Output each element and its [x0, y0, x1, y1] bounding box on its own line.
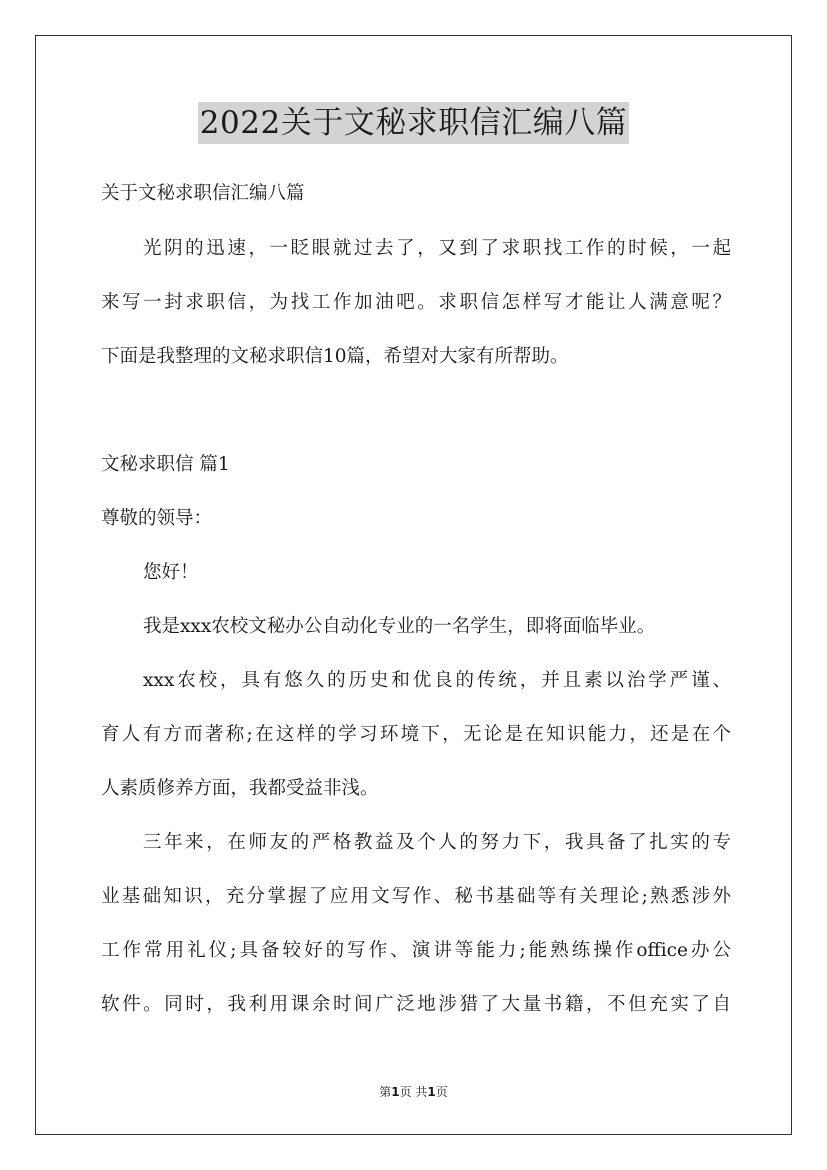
- page-footer: [0, 1084, 827, 1100]
- paragraph-line: 工作常用礼仪;具备较好的写作、演讲等能力;能熟练操作office办公: [101, 940, 731, 961]
- paragraph-line: 业基础知识，充分掌握了应用文写作、秘书基础等有关理论;熟悉涉外: [101, 886, 731, 907]
- paragraph-line: 软件。同时，我利用课余时间广泛地涉猎了大量书籍，不但充实了自: [101, 994, 731, 1015]
- salutation-line: 尊敬的领导：: [101, 508, 213, 529]
- document-title: 2022关于文秘求职信汇编八篇: [198, 102, 629, 144]
- section-heading: 文秘求职信 篇1: [101, 454, 230, 475]
- current-page-number: 1: [391, 1085, 400, 1099]
- paragraph-line: 人素质修养方面，我都受益非浅。: [101, 778, 379, 799]
- paragraph-line: 三年来，在师友的严格教益及个人的努力下，我具备了扎实的专: [143, 832, 731, 853]
- paragraph-line: 光阴的迅速，一眨眼就过去了，又到了求职找工作的时候，一起: [143, 238, 731, 259]
- total-page-number: 1: [427, 1085, 436, 1099]
- paragraph-line: 我是xxx农校文秘办公自动化专业的一名学生，即将面临毕业。: [143, 616, 656, 637]
- greeting-line: 您好！: [143, 562, 199, 583]
- paragraph-line: 下面是我整理的文秘求职信10篇，希望对大家有所帮助。: [101, 346, 569, 367]
- paragraph-line: 育人有方而著称;在这样的学习环境下，无论是在知识能力，还是在个: [101, 724, 731, 745]
- footer-prefix: 第: [379, 1085, 392, 1099]
- paragraph-line: 来写一封求职信，为找工作加油吧。求职信怎样写才能让人满意呢？: [101, 292, 731, 313]
- footer-middle: 页 共: [399, 1085, 428, 1099]
- paragraph-line: xxx农校，具有悠久的历史和优良的传统，并且素以治学严谨、: [143, 670, 731, 691]
- title-container: [0, 102, 827, 144]
- footer-suffix: 页: [435, 1085, 448, 1099]
- subtitle-line: 关于文秘求职信汇编八篇: [101, 183, 305, 204]
